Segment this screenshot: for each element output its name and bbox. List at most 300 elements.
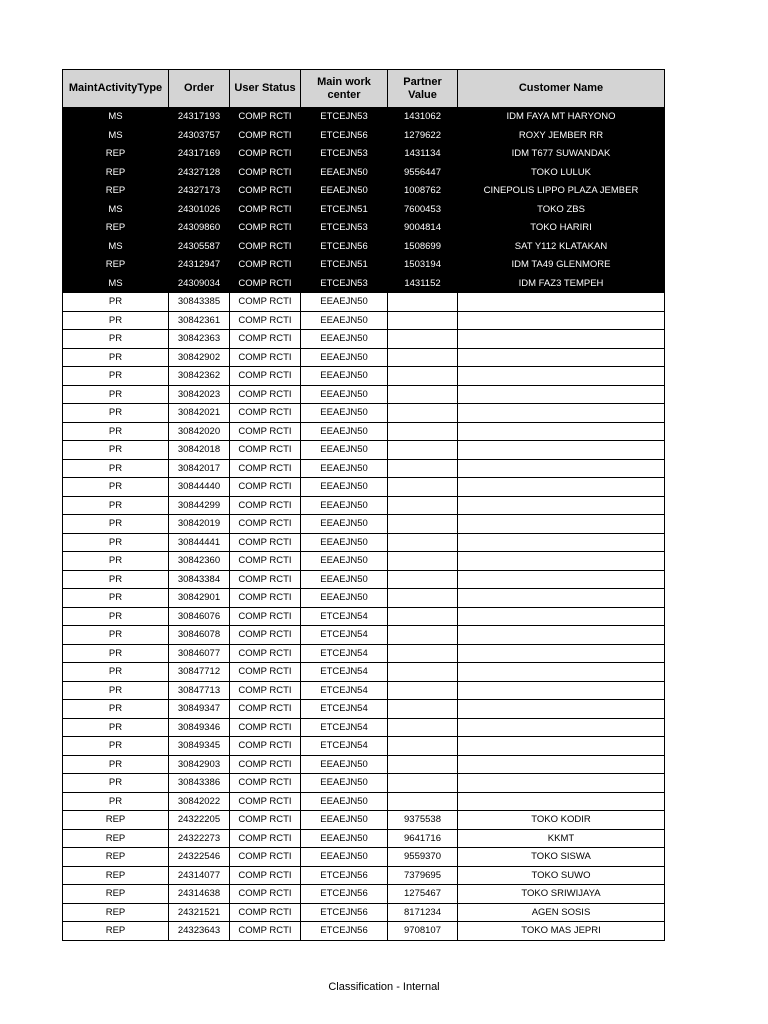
cell-customer-name: SAT Y112 KLATAKAN — [458, 237, 665, 256]
cell-maint-activity-type: REP — [63, 829, 169, 848]
cell-main-work-center: ETCEJN56 — [301, 237, 388, 256]
cell-maint-activity-type: REP — [63, 922, 169, 941]
table-row — [63, 515, 665, 534]
cell-customer-name — [458, 737, 665, 756]
cell-main-work-center: ETCEJN53 — [301, 219, 388, 238]
cell-main-work-center: ETCEJN54 — [301, 681, 388, 700]
cell-main-work-center: EEAEJN50 — [301, 422, 388, 441]
cell-customer-name: TOKO SRIWIJAYA — [458, 885, 665, 904]
cell-maint-activity-type: MS — [63, 237, 169, 256]
cell-order: 24322546 — [169, 848, 230, 867]
cell-partner-value: 1431134 — [388, 145, 458, 164]
cell-partner-value — [388, 330, 458, 349]
cell-user-status: COMP RCTI — [230, 515, 301, 534]
cell-customer-name: AGEN SOSIS — [458, 903, 665, 922]
cell-partner-value — [388, 311, 458, 330]
cell-customer-name — [458, 533, 665, 552]
cell-order: 30842019 — [169, 515, 230, 534]
cell-partner-value: 7600453 — [388, 200, 458, 219]
cell-partner-value: 1431062 — [388, 108, 458, 127]
table-row — [63, 404, 665, 423]
cell-main-work-center: EEAEJN50 — [301, 496, 388, 515]
cell-maint-activity-type: PR — [63, 404, 169, 423]
cell-customer-name: TOKO LULUK — [458, 163, 665, 182]
cell-maint-activity-type: PR — [63, 570, 169, 589]
cell-maint-activity-type: MS — [63, 274, 169, 293]
cell-main-work-center: EEAEJN50 — [301, 459, 388, 478]
table-row — [63, 903, 665, 922]
cell-maint-activity-type: PR — [63, 385, 169, 404]
table-row — [63, 478, 665, 497]
cell-partner-value: 1508699 — [388, 237, 458, 256]
cell-main-work-center: ETCEJN54 — [301, 737, 388, 756]
cell-main-work-center: EEAEJN50 — [301, 348, 388, 367]
cell-user-status: COMP RCTI — [230, 663, 301, 682]
table-body — [63, 108, 665, 941]
cell-user-status: COMP RCTI — [230, 718, 301, 737]
cell-main-work-center: EEAEJN50 — [301, 533, 388, 552]
table-row — [63, 163, 665, 182]
cell-main-work-center: ETCEJN53 — [301, 108, 388, 127]
cell-main-work-center: EEAEJN50 — [301, 293, 388, 312]
cell-main-work-center: EEAEJN50 — [301, 589, 388, 608]
cell-main-work-center: EEAEJN50 — [301, 811, 388, 830]
cell-order: 30842023 — [169, 385, 230, 404]
cell-main-work-center: EEAEJN50 — [301, 311, 388, 330]
table-row — [63, 274, 665, 293]
cell-user-status: COMP RCTI — [230, 293, 301, 312]
table-header-row — [63, 70, 665, 108]
cell-user-status: COMP RCTI — [230, 126, 301, 145]
cell-user-status: COMP RCTI — [230, 681, 301, 700]
cell-partner-value — [388, 441, 458, 460]
cell-user-status: COMP RCTI — [230, 607, 301, 626]
cell-partner-value — [388, 700, 458, 719]
cell-customer-name: TOKO SISWA — [458, 848, 665, 867]
cell-customer-name — [458, 774, 665, 793]
cell-main-work-center: EEAEJN50 — [301, 755, 388, 774]
cell-main-work-center: ETCEJN54 — [301, 718, 388, 737]
table-row — [63, 811, 665, 830]
cell-partner-value — [388, 644, 458, 663]
cell-user-status: COMP RCTI — [230, 570, 301, 589]
cell-customer-name — [458, 404, 665, 423]
cell-maint-activity-type: PR — [63, 367, 169, 386]
cell-partner-value — [388, 663, 458, 682]
cell-customer-name — [458, 644, 665, 663]
cell-customer-name: IDM T677 SUWANDAK — [458, 145, 665, 164]
cell-maint-activity-type: MS — [63, 126, 169, 145]
cell-user-status: COMP RCTI — [230, 459, 301, 478]
cell-maint-activity-type: REP — [63, 145, 169, 164]
cell-maint-activity-type: PR — [63, 755, 169, 774]
cell-order: 30846077 — [169, 644, 230, 663]
cell-order: 24317169 — [169, 145, 230, 164]
cell-main-work-center: EEAEJN50 — [301, 829, 388, 848]
table-row — [63, 256, 665, 275]
cell-partner-value — [388, 718, 458, 737]
cell-partner-value: 9556447 — [388, 163, 458, 182]
cell-partner-value — [388, 422, 458, 441]
cell-maint-activity-type: PR — [63, 552, 169, 571]
cell-maint-activity-type: REP — [63, 885, 169, 904]
cell-user-status: COMP RCTI — [230, 182, 301, 201]
cell-order: 30843384 — [169, 570, 230, 589]
classification-footer: Classification - Internal — [328, 981, 440, 993]
cell-main-work-center: EEAEJN50 — [301, 404, 388, 423]
cell-main-work-center: ETCEJN51 — [301, 256, 388, 275]
cell-customer-name: IDM TA49 GLENMORE — [458, 256, 665, 275]
cell-customer-name: IDM FAYA MT HARYONO — [458, 108, 665, 127]
cell-main-work-center: ETCEJN56 — [301, 885, 388, 904]
table-row — [63, 200, 665, 219]
cell-customer-name — [458, 552, 665, 571]
cell-user-status: COMP RCTI — [230, 404, 301, 423]
cell-order: 24301026 — [169, 200, 230, 219]
cell-user-status: COMP RCTI — [230, 552, 301, 571]
cell-maint-activity-type: REP — [63, 219, 169, 238]
header-order: Order — [169, 70, 230, 108]
table-row — [63, 737, 665, 756]
cell-partner-value — [388, 681, 458, 700]
cell-main-work-center: EEAEJN50 — [301, 441, 388, 460]
cell-order: 24314077 — [169, 866, 230, 885]
table-row — [63, 145, 665, 164]
table-row — [63, 237, 665, 256]
table-row — [63, 108, 665, 127]
cell-order: 30842902 — [169, 348, 230, 367]
cell-customer-name: CINEPOLIS LIPPO PLAZA JEMBER — [458, 182, 665, 201]
cell-order: 24303757 — [169, 126, 230, 145]
table-row — [63, 330, 665, 349]
cell-customer-name: ROXY JEMBER RR — [458, 126, 665, 145]
header-main-work-center: Main work center — [301, 70, 388, 108]
cell-partner-value — [388, 589, 458, 608]
cell-main-work-center: ETCEJN54 — [301, 626, 388, 645]
cell-maint-activity-type: PR — [63, 792, 169, 811]
cell-partner-value — [388, 774, 458, 793]
cell-customer-name: KKMT — [458, 829, 665, 848]
cell-partner-value — [388, 478, 458, 497]
cell-maint-activity-type: MS — [63, 200, 169, 219]
cell-main-work-center: EEAEJN50 — [301, 385, 388, 404]
cell-maint-activity-type: REP — [63, 256, 169, 275]
cell-main-work-center: EEAEJN50 — [301, 163, 388, 182]
cell-customer-name — [458, 459, 665, 478]
cell-maint-activity-type: PR — [63, 330, 169, 349]
cell-customer-name: TOKO SUWO — [458, 866, 665, 885]
cell-partner-value — [388, 293, 458, 312]
cell-customer-name — [458, 311, 665, 330]
cell-user-status: COMP RCTI — [230, 755, 301, 774]
cell-main-work-center: ETCEJN54 — [301, 644, 388, 663]
table-row — [63, 533, 665, 552]
table-row — [63, 700, 665, 719]
table-row — [63, 552, 665, 571]
table-row — [63, 607, 665, 626]
cell-main-work-center: ETCEJN53 — [301, 274, 388, 293]
table-row — [63, 755, 665, 774]
cell-user-status: COMP RCTI — [230, 811, 301, 830]
cell-partner-value: 9708107 — [388, 922, 458, 941]
cell-user-status: COMP RCTI — [230, 385, 301, 404]
cell-partner-value: 1279622 — [388, 126, 458, 145]
cell-main-work-center: EEAEJN50 — [301, 515, 388, 534]
cell-order: 30842020 — [169, 422, 230, 441]
cell-user-status: COMP RCTI — [230, 626, 301, 645]
cell-customer-name: TOKO KODIR — [458, 811, 665, 830]
cell-order: 30849347 — [169, 700, 230, 719]
cell-partner-value — [388, 367, 458, 386]
table-row — [63, 570, 665, 589]
cell-order: 30842360 — [169, 552, 230, 571]
cell-partner-value: 1431152 — [388, 274, 458, 293]
cell-partner-value — [388, 570, 458, 589]
cell-customer-name — [458, 570, 665, 589]
cell-customer-name — [458, 367, 665, 386]
cell-customer-name — [458, 681, 665, 700]
cell-order: 24312947 — [169, 256, 230, 275]
cell-partner-value: 1275467 — [388, 885, 458, 904]
cell-partner-value — [388, 515, 458, 534]
cell-user-status: COMP RCTI — [230, 922, 301, 941]
cell-main-work-center: EEAEJN50 — [301, 848, 388, 867]
cell-main-work-center: ETCEJN54 — [301, 663, 388, 682]
cell-order: 30844299 — [169, 496, 230, 515]
cell-order: 30849345 — [169, 737, 230, 756]
cell-user-status: COMP RCTI — [230, 422, 301, 441]
cell-main-work-center: ETCEJN54 — [301, 700, 388, 719]
cell-user-status: COMP RCTI — [230, 533, 301, 552]
cell-customer-name — [458, 496, 665, 515]
cell-order: 30844440 — [169, 478, 230, 497]
cell-customer-name — [458, 515, 665, 534]
cell-main-work-center: ETCEJN53 — [301, 145, 388, 164]
cell-user-status: COMP RCTI — [230, 367, 301, 386]
cell-order: 30842018 — [169, 441, 230, 460]
cell-order: 30842021 — [169, 404, 230, 423]
cell-user-status: COMP RCTI — [230, 163, 301, 182]
table-row — [63, 311, 665, 330]
cell-user-status: COMP RCTI — [230, 792, 301, 811]
table-row — [63, 866, 665, 885]
cell-user-status: COMP RCTI — [230, 478, 301, 497]
cell-customer-name — [458, 700, 665, 719]
table-row — [63, 644, 665, 663]
cell-maint-activity-type: PR — [63, 700, 169, 719]
cell-order: 30843386 — [169, 774, 230, 793]
cell-customer-name — [458, 385, 665, 404]
cell-main-work-center: ETCEJN56 — [301, 903, 388, 922]
cell-main-work-center: EEAEJN50 — [301, 552, 388, 571]
cell-partner-value — [388, 607, 458, 626]
cell-user-status: COMP RCTI — [230, 774, 301, 793]
cell-partner-value: 9559370 — [388, 848, 458, 867]
cell-customer-name: TOKO ZBS — [458, 200, 665, 219]
cell-maint-activity-type: REP — [63, 866, 169, 885]
cell-order: 30844441 — [169, 533, 230, 552]
table-row — [63, 681, 665, 700]
cell-maint-activity-type: PR — [63, 644, 169, 663]
cell-order: 24309034 — [169, 274, 230, 293]
table-row — [63, 441, 665, 460]
table-row — [63, 829, 665, 848]
table-row — [63, 496, 665, 515]
cell-maint-activity-type: PR — [63, 626, 169, 645]
cell-partner-value — [388, 533, 458, 552]
table-row — [63, 922, 665, 941]
cell-main-work-center: EEAEJN50 — [301, 330, 388, 349]
cell-user-status: COMP RCTI — [230, 700, 301, 719]
cell-order: 24321521 — [169, 903, 230, 922]
cell-customer-name — [458, 422, 665, 441]
cell-main-work-center: ETCEJN56 — [301, 866, 388, 885]
cell-maint-activity-type: REP — [63, 903, 169, 922]
cell-maint-activity-type: REP — [63, 163, 169, 182]
cell-maint-activity-type: PR — [63, 533, 169, 552]
table-row — [63, 367, 665, 386]
cell-partner-value — [388, 459, 458, 478]
table-row — [63, 182, 665, 201]
cell-partner-value — [388, 385, 458, 404]
table-row — [63, 293, 665, 312]
cell-maint-activity-type: PR — [63, 718, 169, 737]
cell-maint-activity-type: MS — [63, 108, 169, 127]
cell-user-status: COMP RCTI — [230, 885, 301, 904]
cell-customer-name: TOKO MAS JEPRI — [458, 922, 665, 941]
cell-maint-activity-type: REP — [63, 811, 169, 830]
table-row — [63, 792, 665, 811]
cell-order: 30842903 — [169, 755, 230, 774]
cell-customer-name — [458, 478, 665, 497]
cell-maint-activity-type: PR — [63, 663, 169, 682]
cell-order: 24314638 — [169, 885, 230, 904]
cell-maint-activity-type: PR — [63, 293, 169, 312]
cell-order: 30842362 — [169, 367, 230, 386]
cell-partner-value: 9641716 — [388, 829, 458, 848]
table-row — [63, 126, 665, 145]
maintenance-orders-table — [62, 69, 665, 941]
cell-order: 30842901 — [169, 589, 230, 608]
cell-user-status: COMP RCTI — [230, 348, 301, 367]
table-row — [63, 422, 665, 441]
cell-user-status: COMP RCTI — [230, 496, 301, 515]
cell-user-status: COMP RCTI — [230, 829, 301, 848]
cell-order: 30843385 — [169, 293, 230, 312]
cell-user-status: COMP RCTI — [230, 848, 301, 867]
cell-main-work-center: ETCEJN51 — [301, 200, 388, 219]
cell-user-status: COMP RCTI — [230, 108, 301, 127]
cell-order: 24322273 — [169, 829, 230, 848]
cell-user-status: COMP RCTI — [230, 145, 301, 164]
cell-partner-value: 1008762 — [388, 182, 458, 201]
cell-customer-name — [458, 626, 665, 645]
cell-partner-value — [388, 626, 458, 645]
cell-order: 24327128 — [169, 163, 230, 182]
cell-main-work-center: EEAEJN50 — [301, 570, 388, 589]
cell-customer-name: TOKO HARIRI — [458, 219, 665, 238]
cell-order: 30847712 — [169, 663, 230, 682]
table-row — [63, 626, 665, 645]
cell-maint-activity-type: PR — [63, 774, 169, 793]
table-row — [63, 663, 665, 682]
cell-user-status: COMP RCTI — [230, 237, 301, 256]
cell-main-work-center: EEAEJN50 — [301, 774, 388, 793]
cell-maint-activity-type: REP — [63, 848, 169, 867]
table-row — [63, 459, 665, 478]
table-row — [63, 774, 665, 793]
cell-user-status: COMP RCTI — [230, 274, 301, 293]
cell-maint-activity-type: PR — [63, 311, 169, 330]
cell-customer-name — [458, 293, 665, 312]
table-row — [63, 219, 665, 238]
cell-customer-name — [458, 718, 665, 737]
cell-maint-activity-type: PR — [63, 478, 169, 497]
cell-partner-value — [388, 552, 458, 571]
cell-customer-name: IDM FAZ3 TEMPEH — [458, 274, 665, 293]
cell-maint-activity-type: PR — [63, 441, 169, 460]
cell-main-work-center: ETCEJN56 — [301, 126, 388, 145]
cell-user-status: COMP RCTI — [230, 311, 301, 330]
cell-main-work-center: EEAEJN50 — [301, 182, 388, 201]
cell-main-work-center: ETCEJN54 — [301, 607, 388, 626]
cell-customer-name — [458, 755, 665, 774]
cell-customer-name — [458, 589, 665, 608]
table-row — [63, 848, 665, 867]
cell-maint-activity-type: PR — [63, 515, 169, 534]
table-row — [63, 718, 665, 737]
cell-user-status: COMP RCTI — [230, 200, 301, 219]
cell-order: 24317193 — [169, 108, 230, 127]
cell-maint-activity-type: PR — [63, 589, 169, 608]
cell-user-status: COMP RCTI — [230, 903, 301, 922]
cell-maint-activity-type: PR — [63, 737, 169, 756]
cell-partner-value: 1503194 — [388, 256, 458, 275]
cell-customer-name — [458, 330, 665, 349]
cell-user-status: COMP RCTI — [230, 737, 301, 756]
cell-partner-value — [388, 755, 458, 774]
cell-customer-name — [458, 441, 665, 460]
table-row — [63, 348, 665, 367]
cell-user-status: COMP RCTI — [230, 589, 301, 608]
cell-customer-name — [458, 792, 665, 811]
cell-customer-name — [458, 663, 665, 682]
cell-order: 24305587 — [169, 237, 230, 256]
cell-user-status: COMP RCTI — [230, 219, 301, 238]
cell-maint-activity-type: PR — [63, 459, 169, 478]
cell-maint-activity-type: PR — [63, 681, 169, 700]
table-row — [63, 885, 665, 904]
table-row — [63, 589, 665, 608]
cell-maint-activity-type: PR — [63, 607, 169, 626]
cell-partner-value — [388, 792, 458, 811]
cell-order: 30846076 — [169, 607, 230, 626]
cell-user-status: COMP RCTI — [230, 330, 301, 349]
header-customer-name: Customer Name — [458, 70, 665, 108]
cell-maint-activity-type: PR — [63, 422, 169, 441]
cell-partner-value: 8171234 — [388, 903, 458, 922]
cell-customer-name — [458, 348, 665, 367]
cell-user-status: COMP RCTI — [230, 441, 301, 460]
cell-order: 30849346 — [169, 718, 230, 737]
table-row — [63, 385, 665, 404]
cell-partner-value — [388, 348, 458, 367]
cell-user-status: COMP RCTI — [230, 866, 301, 885]
cell-main-work-center: EEAEJN50 — [301, 478, 388, 497]
cell-user-status: COMP RCTI — [230, 256, 301, 275]
cell-partner-value: 9375538 — [388, 811, 458, 830]
cell-maint-activity-type: REP — [63, 182, 169, 201]
